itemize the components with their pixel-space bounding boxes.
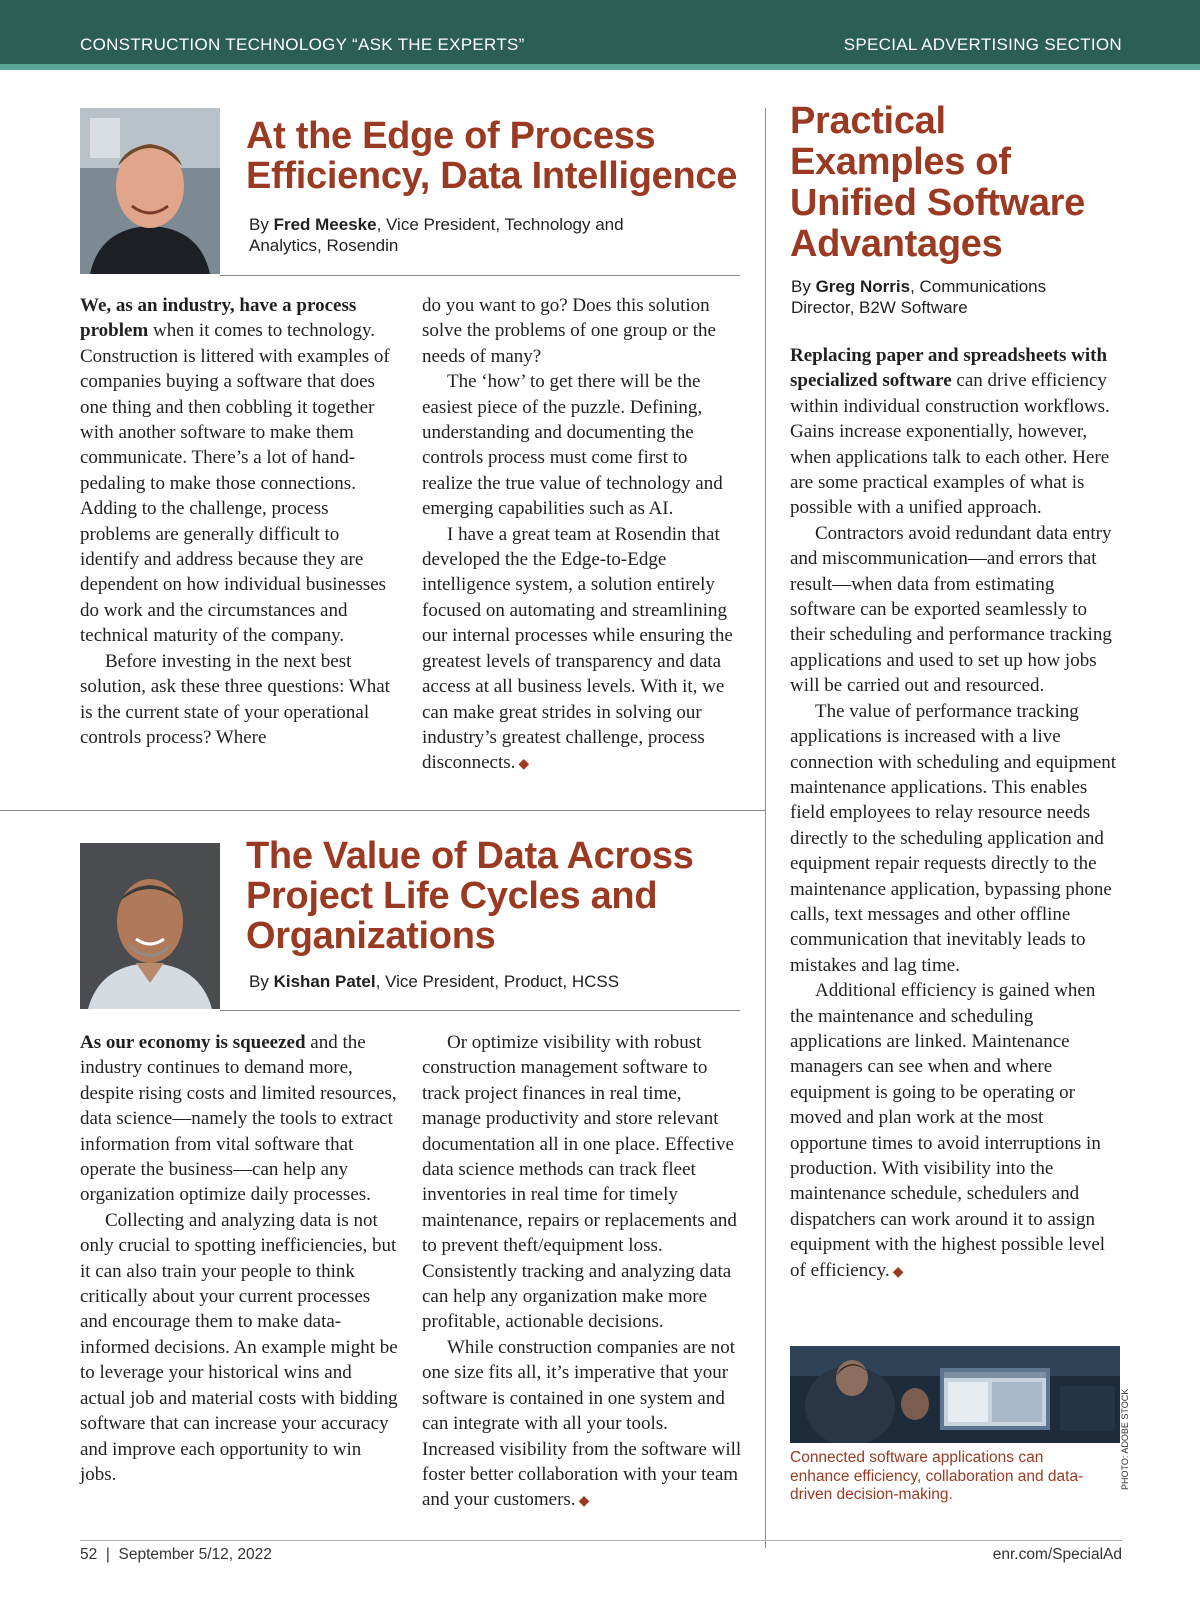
byline-author: Fred Meeske — [273, 215, 377, 234]
article1-title-rule — [220, 275, 740, 276]
paragraph-text: While construction companies are not one size fits all, it’s imperative that your software is contained in one system and can integrate with all your tools. Increased visibility from the software will foster better collaboration with your team and your customers. — [422, 1336, 742, 1511]
author-photo-kishan-patel — [80, 843, 220, 1009]
author-photo-fred-meeske — [80, 108, 220, 274]
paragraph-text: I have a great team at Rosendin that developed the the Edge-to-Edge intelligence system, a solution entirely focused on automating and streamlining our internal processes while ensuring the greatest levels of transparency and data access at all business levels. With it, we can make great strides in solving our industry’s greatest challenge, process disconnects. — [422, 523, 733, 774]
article3-column — [790, 343, 1120, 1285]
article2-byline — [249, 971, 729, 992]
article1-byline — [249, 214, 699, 256]
article1-paragraph: do you want to go? Does this solution solve the problems of one group or the needs of many? — [422, 295, 716, 367]
byline-prefix: By — [249, 972, 269, 991]
footer-rule — [80, 1540, 1122, 1541]
byline-author: Greg Norris — [815, 277, 911, 296]
page-folio: 52 | September 5/12, 2022 — [80, 1546, 272, 1563]
article2-title-rule — [220, 1010, 740, 1011]
article1-paragraph: Before investing in the next best solution, ask these three questions: What is the current state of your operational controls process? Where — [80, 650, 390, 748]
photo-caption: Connected software applications can enhance efficiency, collaboration and data-driven decision-making. — [790, 1449, 1084, 1503]
article3-headline: Practical Examples of Unified Software Advantages — [790, 100, 1086, 265]
paragraph-text: Additional efficiency is gained when the maintenance and scheduling applications are linked. Maintenance managers can see when and where equipment is going to be operating or moved and plan work at the most opportune times to avoid interruptions in production. With visibility into the maintenance schedule, schedulers and dispatchers can work around it to assign equipment with the highest possible level of efficiency. — [790, 980, 1106, 1281]
byline-prefix: By — [791, 277, 811, 296]
article3-paragraph — [790, 978, 1120, 1285]
paragraph-text: when it comes to technology. Construction is littered with examples of companies buying a software that does one thing and then cobbling it together with another software to make them communicate. There’s a lot of hand-pedaling to make those connections. Adding to the challenge, process problems are generally difficult to identify and address because they are dependent on how individual businesses do work and the circumstances and technical maturity of the company. — [80, 320, 390, 647]
article-divider — [0, 810, 765, 811]
article3-paragraph — [790, 343, 1120, 521]
section-title: CONSTRUCTION TECHNOLOGY “ASK THE EXPERTS” — [80, 35, 525, 54]
end-mark-icon: ◆ — [892, 1264, 904, 1280]
byline-prefix: By — [249, 215, 269, 234]
article3-paragraph: Contractors avoid redundant data entry and miscommunication—and errors that result—when data from estimating software can be exported seamlessly to their scheduling and performance tracking applications and used to set up how jobs will be carried out and resourced. — [790, 522, 1112, 697]
section-label: SPECIAL ADVERTISING SECTION — [843, 35, 1122, 54]
software-workers-photo — [790, 1346, 1120, 1443]
article2-headline: The Value of Data Across Project Life Cycles and Organizations — [246, 835, 694, 957]
article2-paragraph — [422, 1335, 742, 1515]
article2-paragraph — [80, 1030, 400, 1208]
end-mark-icon: ◆ — [578, 1494, 590, 1510]
paragraph-text: and the industry continues to demand more, despite rising costs and limited resources, data science—namely the tools to extract information from vital software that operate the business—can help any organization optimize daily processes. — [80, 1032, 397, 1206]
article2-column-1 — [80, 1030, 400, 1487]
article2-paragraph: Collecting and analyzing data is not only crucial to spotting inefficiencies, but it can also train your people to think critically about your current processes and encourage them to make data-informed decisions. An example might be to leverage your historical wins and actual job and material costs with bidding software that can increase your accuracy and improve each opportunity to win jobs. — [80, 1209, 398, 1485]
lead-in: We, as an industry, have a process problem — [80, 295, 357, 342]
byline-role: , Vice President, Product, HCSS — [375, 972, 620, 991]
article1-paragraph — [422, 522, 742, 778]
paragraph-text: can drive efficiency within individual construction workflows. Gains increase exponentially, however, when applications talk to each other. Here are some practical examples of what is possible with a unified approach. — [790, 370, 1110, 519]
article3-paragraph: The value of performance tracking applications is increased with a live connection with scheduling and equipment maintenance applications. This enables field employees to relay resource needs directly to the scheduling application and equipment repair requests directly to the maintenance application, bypassing phone calls, text messages and other offline communication that inevitably leads to mistakes and lag time. — [790, 700, 1117, 976]
photo-credit: PHOTO: ADOBE STOCK — [1120, 1388, 1130, 1490]
article1-column-2 — [422, 293, 742, 778]
lead-in: Replacing paper and spreadsheets with specialized software — [790, 345, 1108, 392]
article3-byline — [791, 276, 1101, 318]
end-mark-icon: ◆ — [518, 757, 530, 773]
byline-role: , Vice President, Technology and Analytics, Rosendin — [249, 215, 624, 255]
article2-column-2 — [422, 1030, 742, 1515]
article1-headline: At the Edge of Process Efficiency, Data Intelligence — [246, 115, 738, 197]
lead-in: As our economy is squeezed — [80, 1032, 306, 1053]
article1-column-1 — [80, 293, 395, 750]
article1-paragraph: The ‘how’ to get there will be the easiest piece of the puzzle. Defining, understanding and documenting the controls process must come first to realize the true value of technology and emerging capabilities such as AI. — [422, 371, 723, 520]
article2-paragraph: Or optimize visibility with robust construction management software to track project finances in real time, manage productivity and store relevant documentation all in one place. Effective data science methods can track fleet inventories in real time for timely maintenance, repairs or replacements and to prevent theft/equipment loss. Consistently tracking and analyzing data can help any organization make more profitable, actionable decisions. — [422, 1032, 737, 1333]
article1-paragraph — [80, 293, 395, 649]
section-header — [0, 0, 1200, 70]
column-divider — [765, 108, 766, 1548]
byline-author: Kishan Patel — [273, 972, 376, 991]
byline-role: , Communications Director, B2W Software — [791, 277, 1047, 317]
footer-url: enr.com/SpecialAd — [992, 1546, 1122, 1563]
